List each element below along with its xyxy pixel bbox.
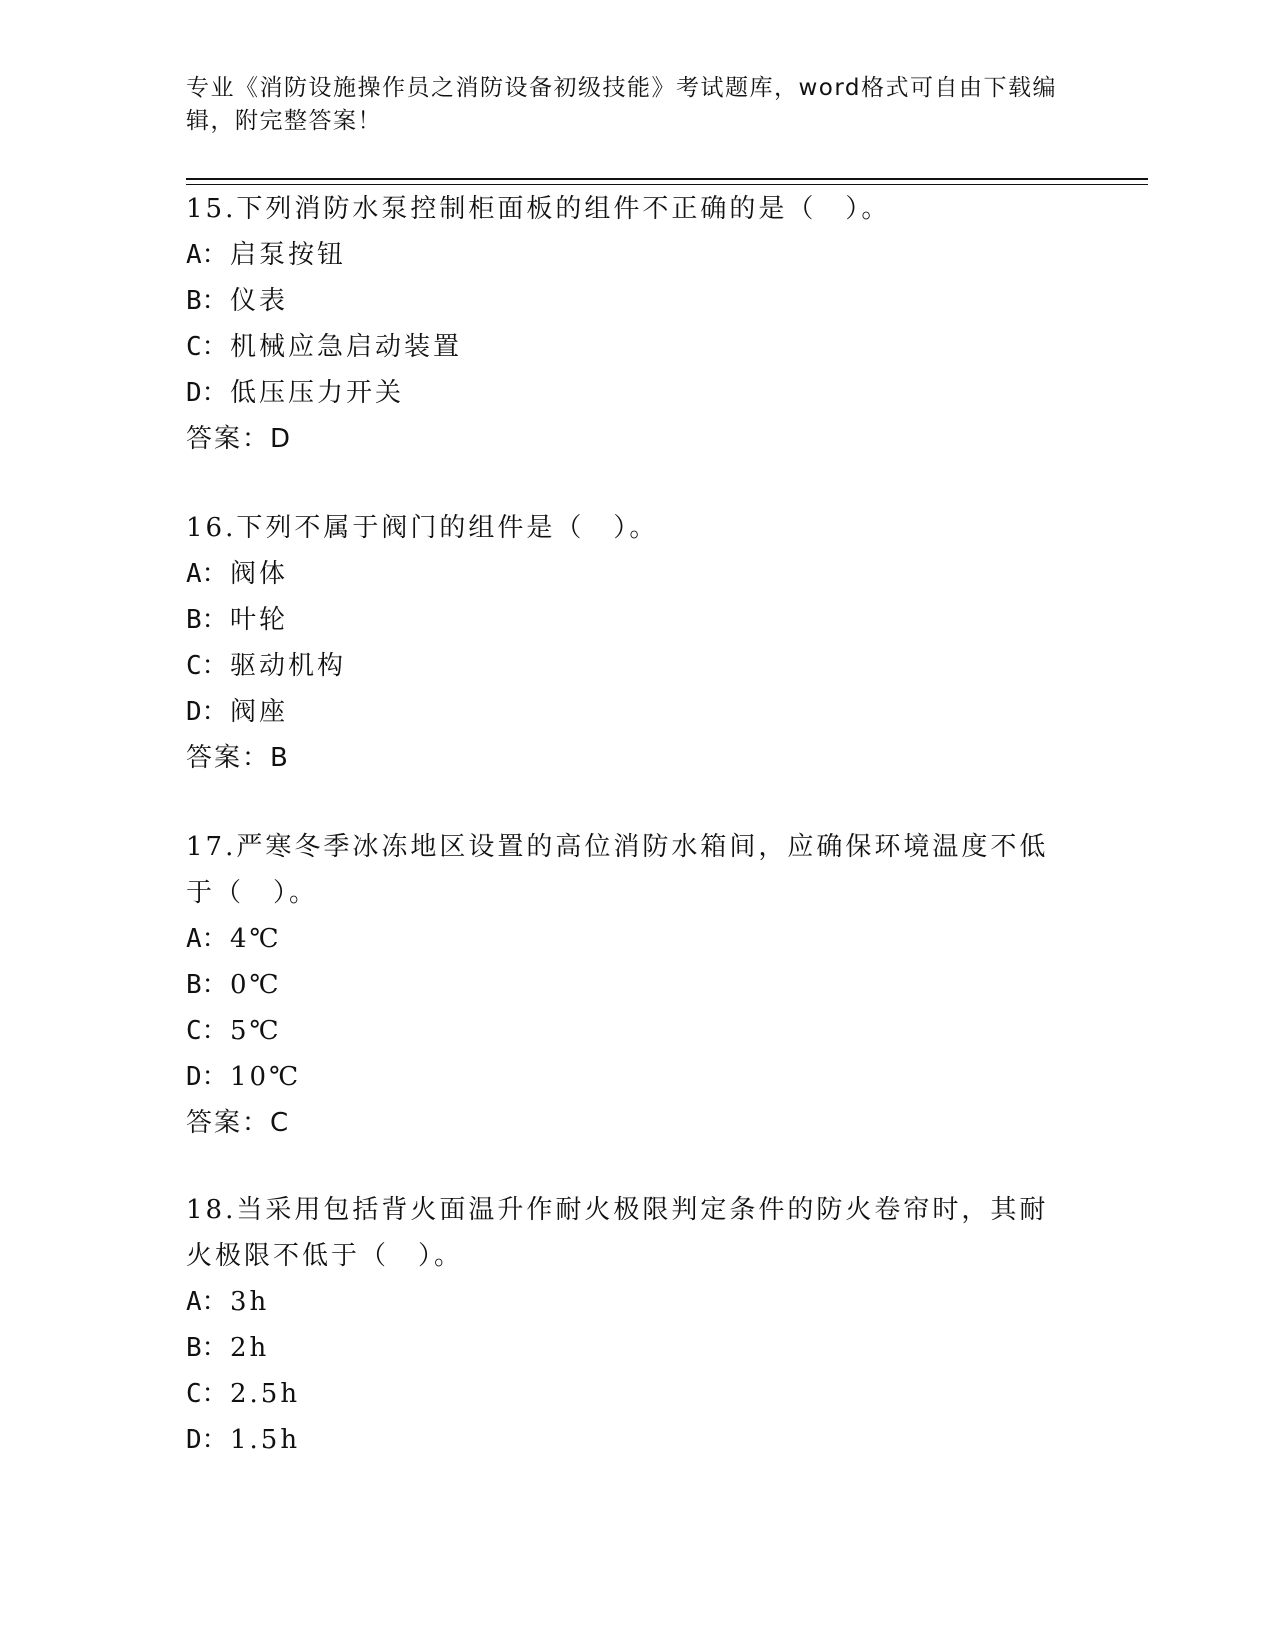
option-b bbox=[186, 1325, 1066, 1371]
option-c bbox=[186, 1008, 1066, 1054]
option-letter: A： bbox=[186, 559, 228, 589]
option-text: 2.5h bbox=[230, 1379, 301, 1409]
option-letter: D： bbox=[186, 378, 228, 408]
header-divider-thin bbox=[186, 184, 1148, 185]
option-letter: A： bbox=[186, 924, 228, 954]
question-stem: 17.严寒冬季冰冻地区设置的高位消防水箱间，应确保环境温度不低于（ ）。 bbox=[186, 832, 1049, 908]
option-letter: D： bbox=[186, 697, 228, 727]
option-b bbox=[186, 962, 1066, 1008]
question-15 bbox=[186, 186, 1066, 462]
option-text: 机械应急启动装置 bbox=[230, 332, 463, 362]
option-d bbox=[186, 370, 1066, 416]
question-stem: 16.下列不属于阀门的组件是（ ）。 bbox=[186, 513, 659, 543]
option-d bbox=[186, 689, 1066, 735]
option-text: 3h bbox=[230, 1287, 270, 1317]
option-letter: B： bbox=[186, 970, 228, 1000]
option-letter: C： bbox=[186, 1016, 228, 1046]
option-text: 4℃ bbox=[230, 924, 282, 954]
option-c bbox=[186, 643, 1066, 689]
option-text: 低压压力开关 bbox=[230, 378, 405, 408]
answer: 答案：D bbox=[186, 424, 293, 454]
question-stem: 18.当采用包括背火面温升作耐火极限判定条件的防火卷帘时，其耐火极限不低于（ ）。 bbox=[186, 1195, 1049, 1271]
option-letter: A： bbox=[186, 1287, 228, 1317]
document-header bbox=[186, 72, 1066, 138]
option-letter: D： bbox=[186, 1425, 228, 1455]
option-b bbox=[186, 597, 1066, 643]
option-letter: A： bbox=[186, 240, 228, 270]
option-a bbox=[186, 551, 1066, 597]
header-text: 专业《消防设施操作员之消防设备初级技能》考试题库，word格式可自由下载编辑，附完整答案！ bbox=[186, 75, 1058, 134]
option-text: 5℃ bbox=[230, 1016, 282, 1046]
option-letter: C： bbox=[186, 651, 228, 681]
option-d bbox=[186, 1417, 1066, 1463]
option-a bbox=[186, 232, 1066, 278]
option-text: 0℃ bbox=[230, 970, 282, 1000]
question-18 bbox=[186, 1187, 1066, 1463]
option-text: 启泵按钮 bbox=[230, 240, 347, 270]
option-text: 10℃ bbox=[230, 1062, 302, 1092]
option-text: 叶轮 bbox=[230, 605, 289, 635]
option-letter: B： bbox=[186, 605, 228, 635]
question-17 bbox=[186, 824, 1066, 1146]
option-letter: B： bbox=[186, 1333, 228, 1363]
option-letter: C： bbox=[186, 1379, 228, 1409]
option-d bbox=[186, 1054, 1066, 1100]
option-b bbox=[186, 278, 1066, 324]
option-letter: B： bbox=[186, 286, 228, 316]
option-c bbox=[186, 324, 1066, 370]
question-stem: 15.下列消防水泵控制柜面板的组件不正确的是（ ）。 bbox=[186, 194, 891, 224]
option-text: 2h bbox=[230, 1333, 270, 1363]
question-16 bbox=[186, 505, 1066, 781]
option-c bbox=[186, 1371, 1066, 1417]
header-divider-thick bbox=[186, 178, 1148, 180]
option-text: 阀体 bbox=[230, 559, 289, 589]
option-a bbox=[186, 1279, 1066, 1325]
answer: 答案：B bbox=[186, 743, 290, 773]
option-text: 1.5h bbox=[230, 1425, 301, 1455]
option-text: 仪表 bbox=[230, 286, 289, 316]
option-text: 阀座 bbox=[230, 697, 289, 727]
option-a bbox=[186, 916, 1066, 962]
answer: 答案：C bbox=[186, 1108, 291, 1138]
option-letter: D： bbox=[186, 1062, 228, 1092]
option-text: 驱动机构 bbox=[230, 651, 347, 681]
option-letter: C： bbox=[186, 332, 228, 362]
